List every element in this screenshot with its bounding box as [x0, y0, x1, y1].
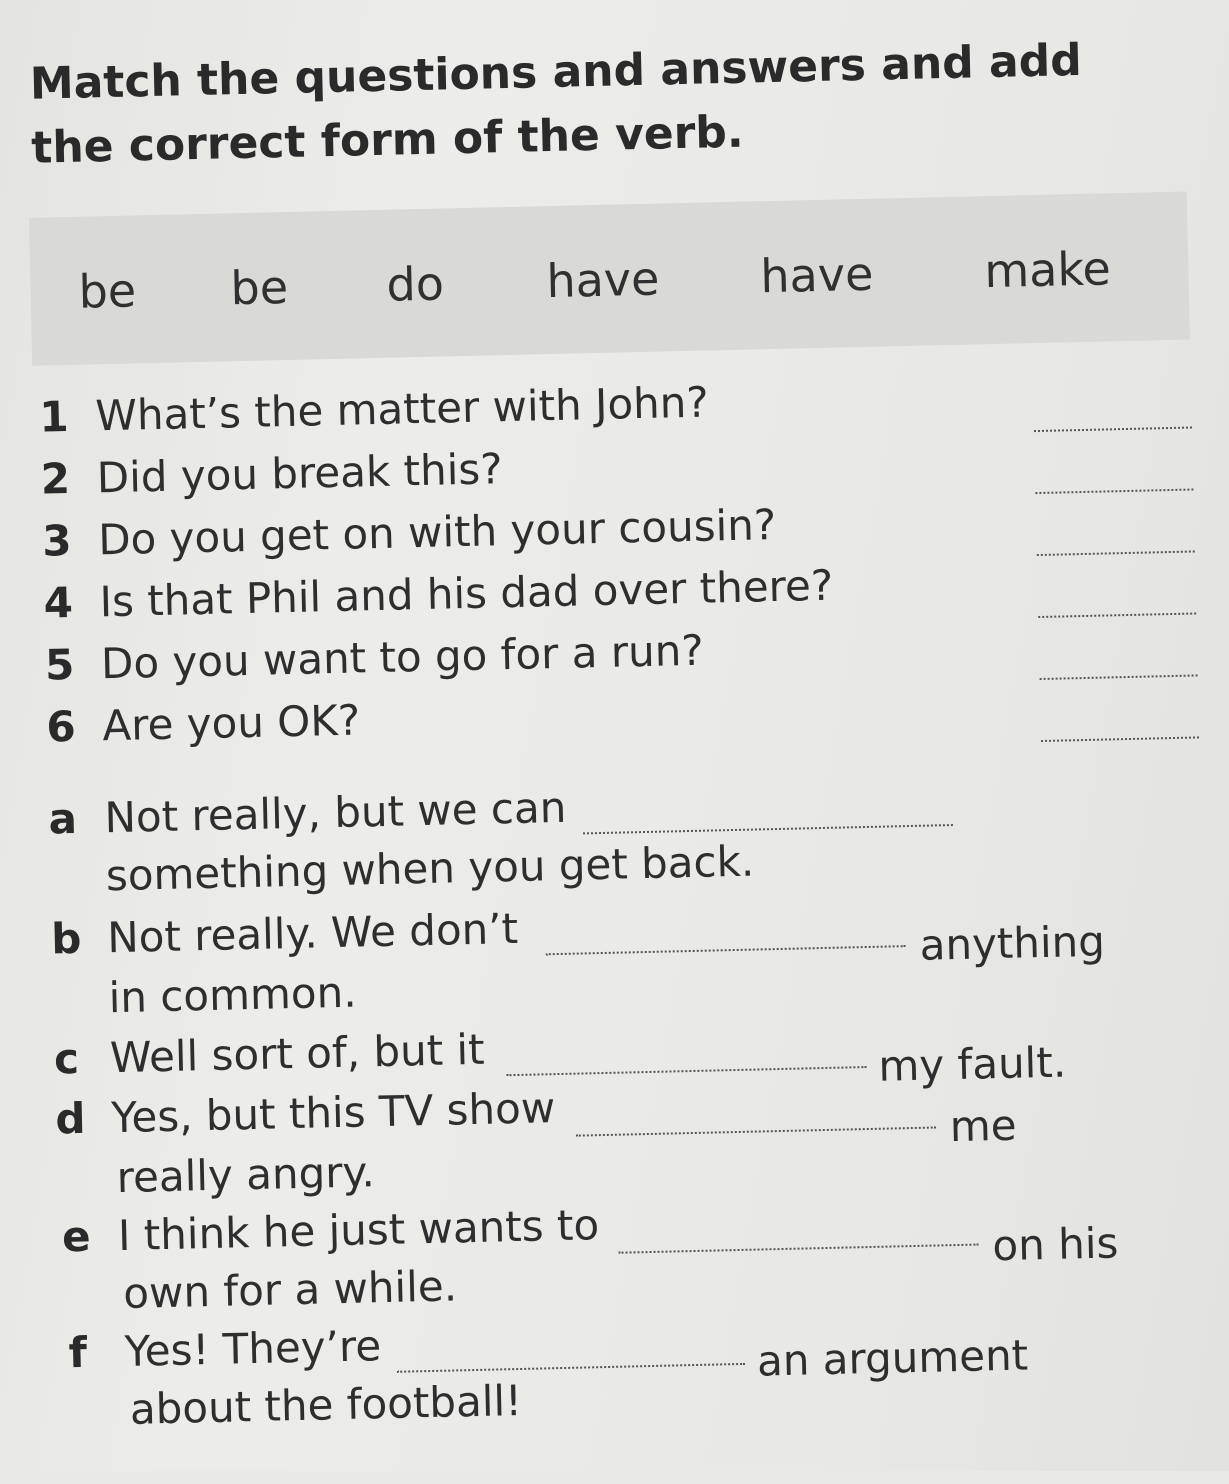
- answer-item: [68, 1321, 382, 1377]
- question-item: [45, 626, 705, 690]
- question-text: Do you get on with your cousin?: [97, 499, 777, 565]
- answer-text: Yes! They’re: [124, 1321, 382, 1376]
- question-number: 3: [41, 515, 73, 566]
- answer-after-blank: an argument: [756, 1330, 1029, 1386]
- question-number: 4: [43, 577, 74, 628]
- answer-after-blank: me: [949, 1100, 1018, 1152]
- answer-continuation: about the football!: [129, 1375, 523, 1434]
- verb-answer-blank[interactable]: [619, 1244, 979, 1254]
- question-answer-blank[interactable]: [1034, 426, 1192, 432]
- question-answer-blank[interactable]: [1035, 488, 1193, 494]
- question-answer-blank[interactable]: [1037, 550, 1195, 556]
- question-answer-blank[interactable]: [1041, 736, 1199, 742]
- answer-letter: a: [48, 793, 78, 844]
- question-answer-blank[interactable]: [1038, 612, 1196, 618]
- verb-answer-blank[interactable]: [576, 1126, 936, 1136]
- answer-after-blank: anything: [919, 916, 1106, 970]
- question-item: [46, 695, 361, 751]
- answer-item: [55, 1083, 556, 1143]
- answer-text: Not really. We don’t: [106, 903, 519, 963]
- answer-letter: d: [54, 1093, 86, 1144]
- question-item: [39, 377, 709, 441]
- answer-letter: b: [50, 913, 82, 964]
- answer-item: [61, 1200, 599, 1261]
- answer-continuation: own for a while.: [122, 1261, 458, 1318]
- answer-after-blank: my fault.: [877, 1037, 1067, 1091]
- verb-answer-blank[interactable]: [506, 1066, 866, 1076]
- answer-letter: e: [61, 1211, 92, 1262]
- question-number: 2: [40, 453, 71, 504]
- verb-answer-blank[interactable]: [397, 1363, 745, 1373]
- answer-text: Not really, but we can: [103, 782, 567, 843]
- word-box-item: be: [77, 263, 137, 319]
- answer-item: [53, 1025, 485, 1084]
- answer-letter: f: [68, 1327, 88, 1378]
- question-text: Is that Phil and his dad over there?: [99, 560, 834, 627]
- question-item: [40, 444, 503, 503]
- answer-after-blank: on his: [991, 1218, 1119, 1271]
- question-item: [43, 561, 834, 628]
- answer-continuation: in common.: [108, 967, 358, 1023]
- answer-continuation: something when you get back.: [105, 836, 755, 901]
- word-box-item: have: [545, 251, 660, 309]
- question-answer-blank[interactable]: [1040, 674, 1198, 680]
- word-box-item: do: [385, 256, 445, 312]
- question-number: 1: [38, 391, 70, 442]
- word-box-item: be: [229, 259, 289, 316]
- question-text: Do you want to go for a run?: [100, 625, 705, 689]
- verb-answer-blank[interactable]: [583, 824, 953, 834]
- word-box-item: have: [759, 246, 874, 304]
- word-box: [29, 192, 1190, 366]
- question-text: What’s the matter with John?: [94, 377, 710, 441]
- answer-item: [51, 904, 519, 964]
- answer-continuation: really angry.: [116, 1147, 376, 1203]
- question-text: Are you OK?: [101, 695, 361, 751]
- word-box-item: make: [983, 241, 1112, 299]
- answer-text: Yes, but this TV show: [110, 1083, 556, 1143]
- question-text: Did you break this?: [96, 444, 504, 503]
- answer-text: Well sort of, but it: [109, 1024, 486, 1083]
- answer-item: [48, 783, 567, 844]
- verb-answer-blank[interactable]: [546, 945, 906, 955]
- question-number: 6: [45, 701, 77, 752]
- question-item: [42, 500, 777, 566]
- answer-text: I think he just wants to: [117, 1200, 600, 1261]
- question-number: 5: [44, 639, 75, 690]
- exercise-instructions: Match the questions and answers and add the correct form of the verb.: [29, 34, 1083, 174]
- answer-letter: c: [53, 1033, 80, 1084]
